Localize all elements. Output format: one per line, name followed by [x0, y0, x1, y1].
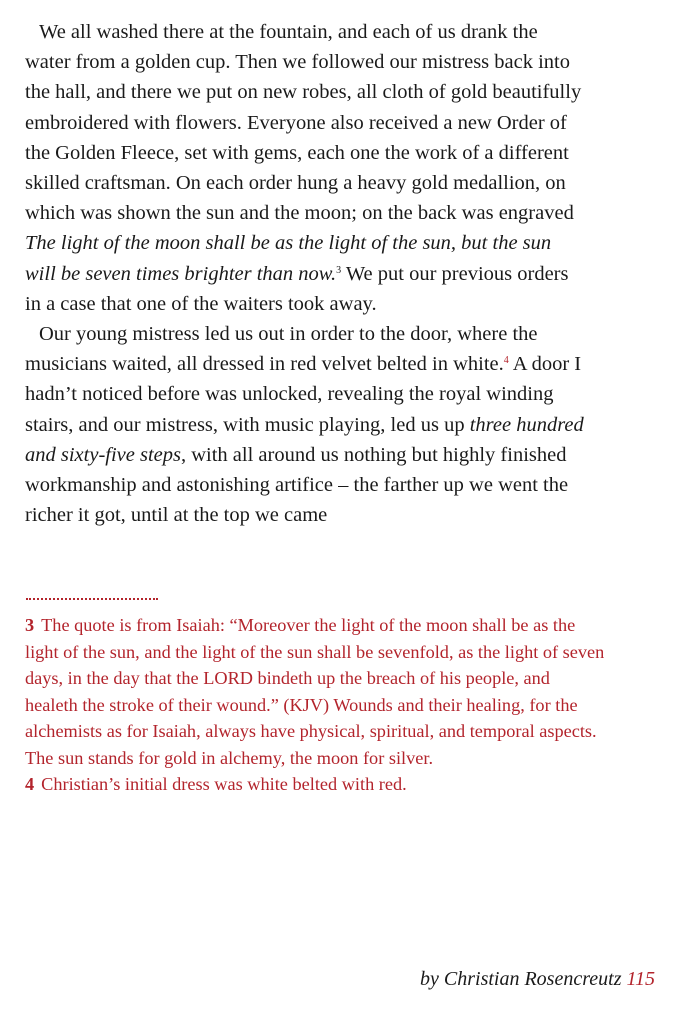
footnote-ref-4[interactable]: 4	[503, 355, 509, 367]
footnote-number: 3	[25, 615, 35, 635]
steps-phrase: three hundred and sixty-five steps	[25, 413, 584, 466]
running-footer	[420, 968, 655, 991]
footnote-separator	[26, 598, 158, 600]
page-number: 115	[626, 968, 655, 990]
body-text	[25, 17, 585, 530]
paragraph-1	[25, 17, 585, 319]
footnotes	[25, 612, 605, 798]
footnote-text: Christian’s initial dress was white belted with red.	[41, 774, 407, 794]
running-title: by Christian Rosencreutz	[420, 968, 622, 990]
paragraph-2-text-b: A door I hadn’t noticed before was unlocked, revealing the royal winding stairs, and our mistress, with music playing, led us up	[25, 353, 582, 436]
footnote-number: 4	[25, 774, 35, 794]
paragraph-2-text-a: Our young mistress led us out in order to the door, where the musicians waited, all dressed in red velvet belted in white.	[25, 323, 538, 376]
engraved-inscription: The light of the moon shall be as the light of the sun, but the sun will be seven times brighter than now.	[25, 232, 552, 285]
footnote-text: The quote is from Isaiah: “Moreover the light of the moon shall be as the light of the sun, and the light of the sun shall be sevenfold, as the light of seven days, in the day that the LORD bindeth up the breach of his people, and healeth the stroke of their wound.” (KJV) Wounds and their healing, for the alchemists as for Isaiah, always have physical, spiritual, and temporal aspects. The sun stands for gold in alchemy, the moon for silver.	[25, 615, 605, 768]
footnote-3	[25, 612, 605, 771]
paragraph-2	[25, 319, 585, 530]
paragraph-1-text-a: We all washed there at the fountain, and each of us drank the water from a golden cup. Then we followed our mistress back into the hall, and there we put on new robes, all cloth of gold beautifully embroidered with flowers. Everyone also received a new Order of the Golden Fleece, set with gems, each one the work of a different skilled craftsman. On each order hung a heavy gold medallion, on which was shown the sun and the moon; on the back was engraved	[25, 21, 582, 225]
paragraph-1-text-b: We put our previous orders in a case that one of the waiters took away.	[25, 262, 569, 315]
paragraph-2-text-c: , with all around us nothing but highly finished workmanship and astonishing artifice – the farther up we went the richer it got, until at the top we came	[25, 443, 569, 527]
footnote-4	[25, 771, 605, 798]
footnote-ref-3[interactable]: 3	[336, 264, 342, 276]
